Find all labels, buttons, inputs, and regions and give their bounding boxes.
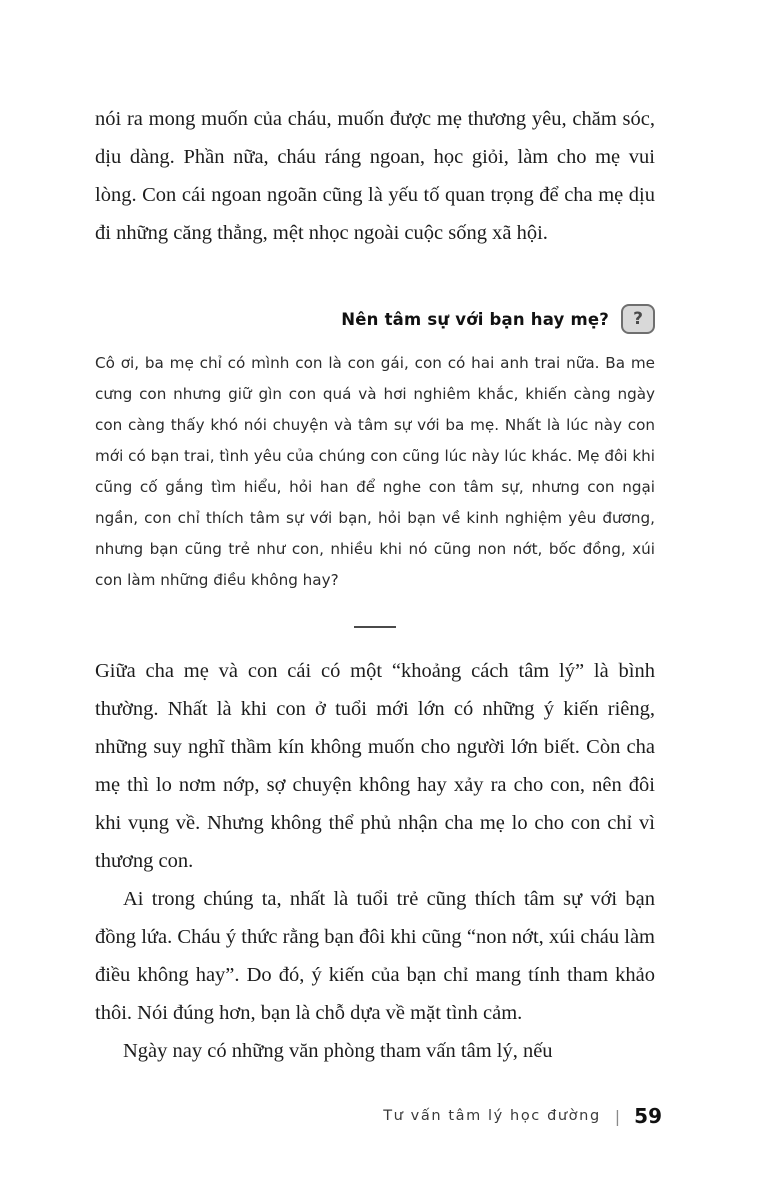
reader-letter-text: Cô ơi, ba mẹ chỉ có mình con là con gái, con có hai anh trai nữa. Ba me cưng con nhưng giữ gìn con quá và hơi nghiêm khắc, khiến càng ngày con càng thấy khó nói chuyện và tâm sự với ba mẹ. Nhất là lúc này con mới có bạn trai, tình yêu của chúng con cũng lúc này lúc khác. Mẹ đôi khi cũng cố gắng tìm hiểu, hỏi han để nghe con tâm sự, nhưng con ngại ngần, con chỉ thích tâm sự với bạn, hỏi bạn về kinh nghiệm yêu đương, nhưng bạn cũng trẻ như con, nhiều khi nó cũng non nớt, bốc đồng, xúi con làm những điều không hay? <box>95 354 655 589</box>
reader-letter-block <box>95 348 655 596</box>
page-footer <box>95 1104 662 1128</box>
answer-paragraph-1: Giữa cha mẹ và con cái có một “khoảng cách tâm lý” là bình thường. Nhất là khi con ở tuổi mới lớn có những ý kiến riêng, những suy nghĩ thầm kín không muốn cho người lớn biết. Còn cha mẹ thì lo nơm nớp, sợ chuyện không hay xảy ra cho con, nên đôi khi vụng về. Nhưng không thể phủ nhận cha mẹ lo cho con chỉ vì thương con. <box>95 660 655 872</box>
intro-paragraph: nói ra mong muốn của cháu, muốn được mẹ thương yêu, chăm sóc, dịu dàng. Phần nữa, cháu ráng ngoan, học giỏi, làm cho mẹ vui lòng. Con cái ngoan ngoãn cũng là yếu tố quan trọng để cha mẹ dịu đi những căng thẳng, mệt nhọc ngoài cuộc sống xã hội. <box>95 108 655 244</box>
intro-paragraph-block <box>95 100 655 252</box>
question-heading: Nên tâm sự với bạn hay mẹ? <box>341 309 609 329</box>
page-number: 59 <box>634 1104 662 1128</box>
footer-book-title: Tư vấn tâm lý học đường <box>383 1108 601 1124</box>
answer-paragraph-3: Ngày nay có những văn phòng tham vấn tâm lý, nếu <box>123 1040 553 1062</box>
question-mark-icon: ? <box>621 304 655 334</box>
section-divider <box>354 626 396 628</box>
footer-separator: | <box>614 1106 621 1126</box>
page-content <box>95 100 655 1070</box>
answer-paragraph-2: Ai trong chúng ta, nhất là tuổi trẻ cũng thích tâm sự với bạn đồng lứa. Cháu ý thức rằng bạn đôi khi cũng “non nớt, xúi cháu làm điều không hay”. Do đó, ý kiến của bạn chỉ mang tính tham khảo thôi. Nói đúng hơn, bạn là chỗ dựa về mặt tình cảm. <box>95 888 655 1024</box>
question-heading-row <box>95 304 655 334</box>
answer-block <box>95 652 655 1070</box>
